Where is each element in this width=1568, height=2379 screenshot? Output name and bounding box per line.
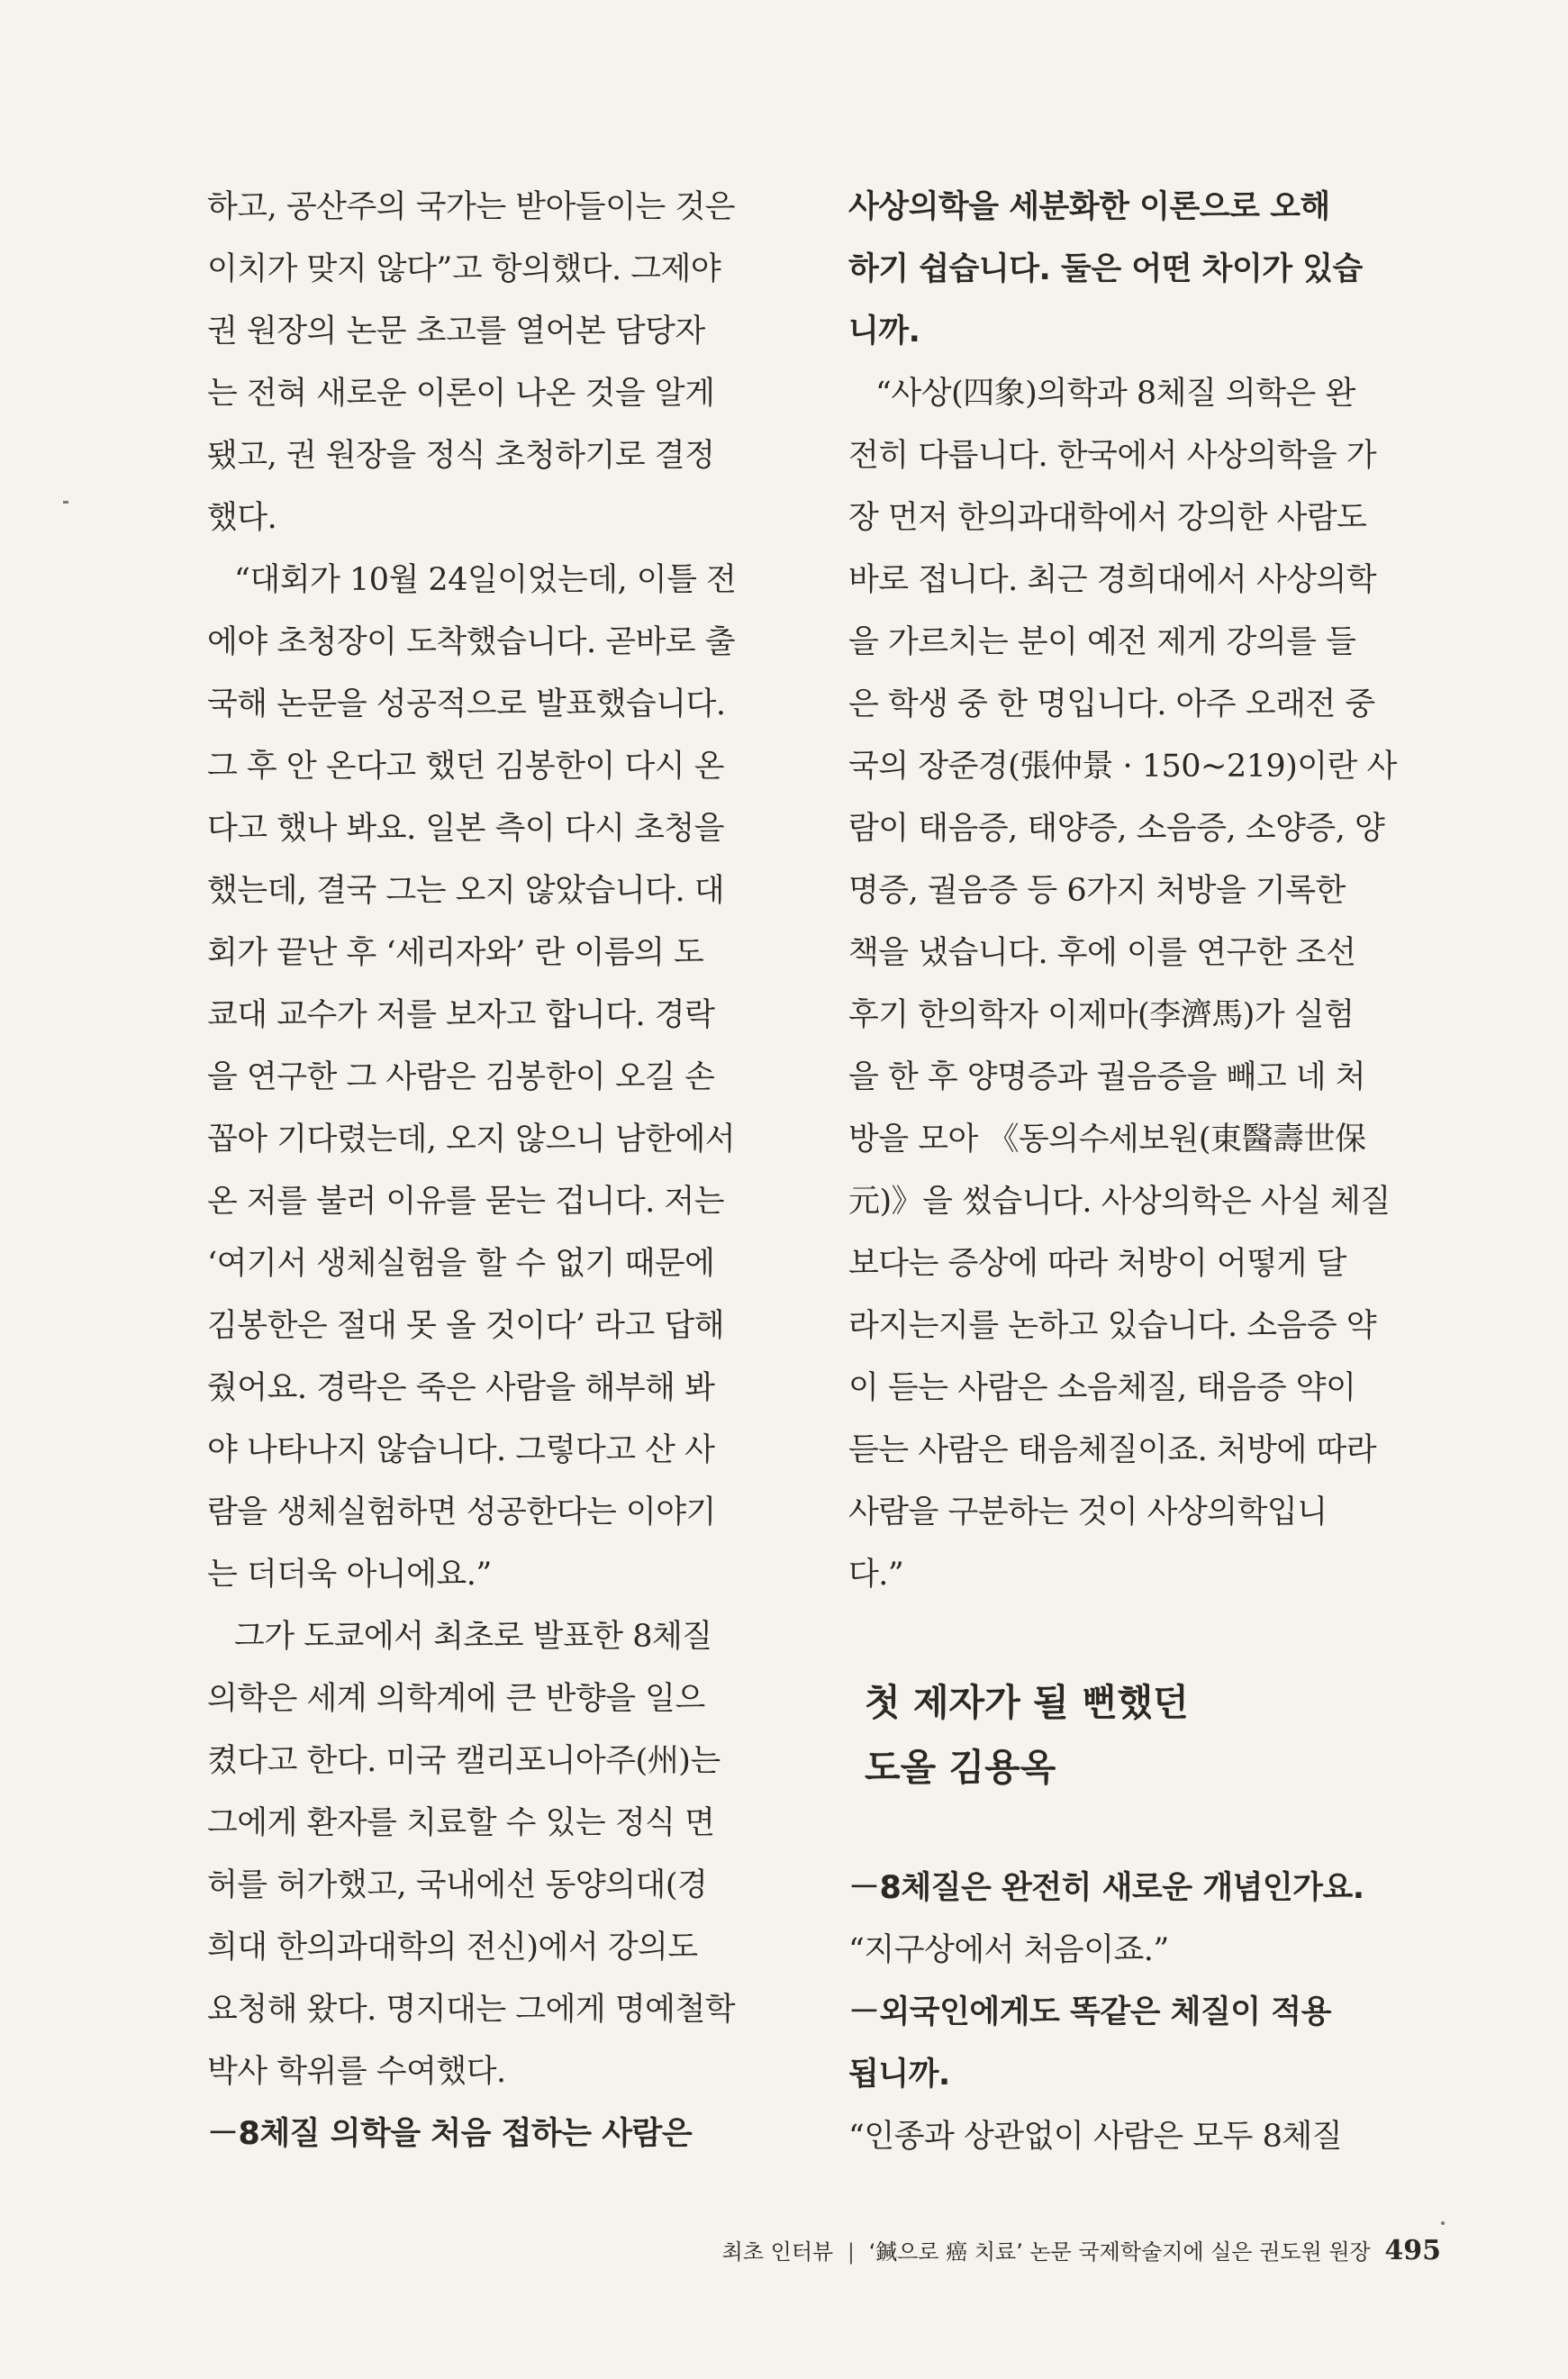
question-line: －외국인에게도 똑같은 체질이 적용 (848, 1994, 1331, 2030)
footer-separator: | (847, 2239, 855, 2265)
text-line: 권 원장의 논문 초고를 열어본 담당자 (207, 313, 705, 350)
text-line: 이 듣는 사람은 소음체질, 태음증 약이 (848, 1370, 1356, 1406)
text-line: ‘여기서 생체실험을 할 수 없기 때문에 (207, 1246, 715, 1282)
text-line: 람을 생체실험하면 성공한다는 이야기 (207, 1494, 716, 1530)
right-column-text-top (848, 177, 1432, 1606)
text-line: 그가 도쿄에서 최초로 발표한 8체질 (234, 1619, 712, 1655)
text-line: 에야 초청장이 도착했습니다. 곧바로 출 (207, 624, 736, 660)
spacer (848, 1800, 1432, 1857)
text-line: 바로 접니다. 최근 경희대에서 사상의학 (848, 562, 1377, 598)
text-line: 꼽아 기다렸는데, 오지 않으니 남한에서 (207, 1121, 736, 1158)
question-line: 하기 쉽습니다. 둘은 어떤 차이가 있습 (848, 251, 1363, 287)
question-line: 됩니까. (848, 2057, 950, 2093)
text-line: 후기 한의학자 이제마(李濟馬)가 실험 (848, 997, 1355, 1033)
text-line: 사람을 구분하는 것이 사상의학입니 (848, 1494, 1328, 1530)
text-line: 는 전혀 새로운 이론이 나온 것을 알게 (207, 376, 715, 412)
text-line: 김봉한은 절대 못 올 것이다’ 라고 답해 (207, 1308, 725, 1344)
text-line: 했다. (207, 500, 277, 536)
text-line: 그 후 안 온다고 했던 김봉한이 다시 온 (207, 749, 725, 785)
text-line: 을 한 후 양명증과 궐음증을 빼고 네 처 (848, 1059, 1366, 1095)
text-line: 요청해 왔다. 명지대는 그에게 명예철학 (207, 1992, 736, 2028)
text-line: 을 가르치는 분이 예전 제게 강의를 들 (848, 624, 1356, 660)
page-number: 495 (1384, 2235, 1441, 2266)
text-line: 그에게 환자를 치료할 수 있는 정식 면 (207, 1805, 715, 1841)
text-line: 쿄대 교수가 저를 보자고 합니다. 경락 (207, 997, 715, 1033)
text-line: 다고 했나 봐요. 일본 측이 다시 초청을 (207, 811, 725, 847)
text-line: 명증, 궐음증 등 6가지 처방을 기록한 (848, 873, 1346, 909)
text-line: 이치가 맞지 않다”고 항의했다. 그제야 (207, 251, 721, 287)
text-line: 허를 허가했고, 국내에선 동양의대(경 (207, 1867, 708, 1903)
text-line: 라지는지를 논하고 있습니다. 소음증 약 (848, 1308, 1377, 1344)
text-line: 장 먼저 한의과대학에서 강의한 사람도 (848, 500, 1367, 536)
text-line: 국해 논문을 성공적으로 발표했습니다. (207, 686, 726, 722)
question-line: －8체질은 완전히 새로운 개념인가요. (848, 1870, 1364, 1906)
text-line: 다.” (848, 1557, 904, 1593)
text-line: 희대 한의과대학의 전신)에서 강의도 (207, 1930, 698, 1966)
subheading-line-1: 첫 제자가 될 뻔했던 (865, 1681, 1189, 1724)
text-line: 방을 모아 《동의수세보원(東醫壽世保 (848, 1121, 1366, 1158)
text-line: 은 학생 중 한 명입니다. 아주 오래전 중 (848, 686, 1375, 722)
right-column (848, 177, 1432, 2168)
right-column-text-bottom (848, 1857, 1432, 2168)
text-line: “지구상에서 처음이죠.” (848, 1932, 1169, 1968)
text-line: 야 나타나지 않습니다. 그렇다고 산 사 (207, 1432, 715, 1468)
scan-mark (1441, 2221, 1445, 2225)
text-line: 전히 다릅니다. 한국에서 사상의학을 가 (848, 438, 1377, 474)
text-line: 하고, 공산주의 국가는 받아들이는 것은 (207, 189, 736, 225)
text-line: 보다는 증상에 따라 처방이 어떻게 달 (848, 1246, 1346, 1282)
text-line: “사상(四象)의학과 8체질 의학은 완 (875, 376, 1355, 412)
subheading-line-2: 도올 김용옥 (865, 1746, 1056, 1789)
question-line: 사상의학을 세분화한 이론으로 오해 (848, 189, 1330, 225)
page-footer (630, 2234, 1441, 2266)
text-line: 책을 냈습니다. 후에 이를 연구한 조선 (848, 935, 1356, 971)
text-line: 온 저를 불러 이유를 묻는 겁니다. 저는 (207, 1184, 725, 1220)
question-line: 니까. (848, 313, 920, 350)
footer-article-title: ‘鍼으로 癌 치료’ 논문 국제학술지에 실은 권도원 원장 (868, 2239, 1371, 2265)
text-line: 켰다고 한다. 미국 캘리포니아주(州)는 (207, 1743, 721, 1779)
text-line: 국의 장준경(張仲景 · 150~219)이란 사 (848, 749, 1397, 785)
text-line: 됐고, 권 원장을 정식 초청하기로 결정 (207, 438, 715, 474)
text-line: 람이 태음증, 태양증, 소음증, 소양증, 양 (848, 811, 1385, 847)
text-line: 박사 학위를 수여했다. (207, 2054, 506, 2090)
text-line: 는 더더욱 아니에요.” (207, 1557, 492, 1593)
scan-mark (63, 501, 68, 504)
text-line: 을 연구한 그 사람은 김봉한이 오길 손 (207, 1059, 715, 1095)
text-line: “대회가 10월 24일이었는데, 이틀 전 (234, 562, 737, 598)
left-column (207, 177, 802, 2166)
text-line: “인종과 상관없이 사람은 모두 8체질 (848, 2119, 1343, 2155)
footer-section: 최초 인터뷰 (721, 2239, 834, 2265)
spacer (848, 1606, 1432, 1668)
text-line: 元)》을 썼습니다. 사상의학은 사실 체질 (848, 1184, 1391, 1220)
section-subheading (865, 1670, 1432, 1800)
text-line: 의학은 세계 의학계에 큰 반향을 일으 (207, 1681, 705, 1717)
text-line: 회가 끝난 후 ‘세리자와’ 란 이름의 도 (207, 935, 704, 971)
text-line: 했는데, 결국 그는 오지 않았습니다. 대 (207, 873, 725, 909)
text-line: 줬어요. 경락은 죽은 사람을 해부해 봐 (207, 1370, 715, 1406)
text-line: 듣는 사람은 태음체질이죠. 처방에 따라 (848, 1432, 1377, 1468)
question-line: －8체질 의학을 처음 접하는 사람은 (207, 2116, 693, 2152)
